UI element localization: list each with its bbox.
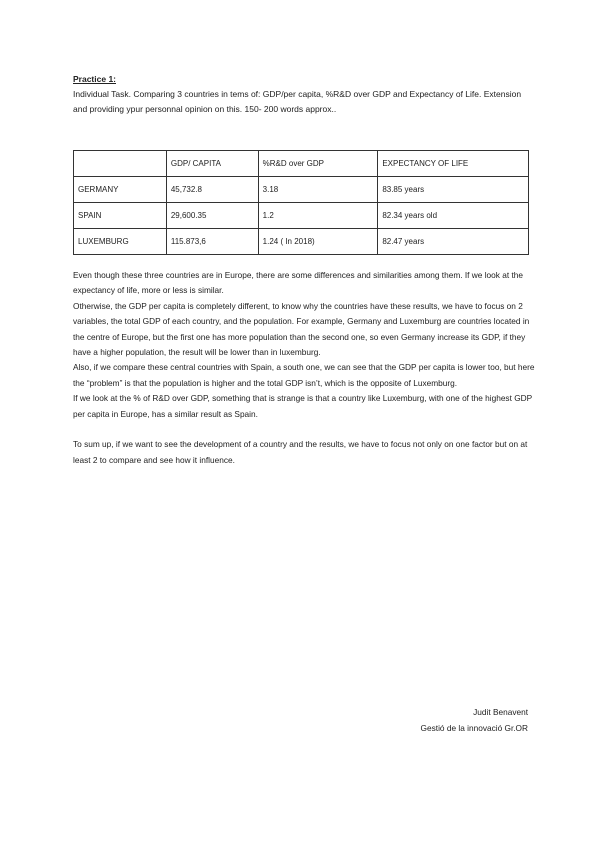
gdp-cell: 29,600.35 — [166, 203, 258, 229]
table-row — [74, 203, 529, 229]
paragraph-gdp-per-capita: Otherwise, the GDP per capita is completely different, to know why the countries have these results, we have to focus on 2 variables, the total GDP of each country, and the population. For example, Germany and Luxemburg are countries located in the centre of Europe, but the first one has more population than the second one, so even Germany increase its GDP, if they have a higher population, the result will be lower than in luxemburg. — [73, 300, 530, 358]
paragraph-rd-over-gdp: If we look at the % of R&D over GDP, something that is strange is that a country like Luxemburg, with one of the highest GDP per capita in Europe, has a similar result as Spain. — [73, 393, 533, 419]
table-row — [74, 177, 529, 203]
signature-block — [421, 704, 528, 736]
country-cell: GERMANY — [74, 177, 167, 203]
gdp-cell: 45,732.8 — [166, 177, 258, 203]
essay-body — [73, 268, 535, 468]
country-cell: LUXEMBURG — [74, 229, 167, 255]
paragraph-similarities: Even though these three countries are in Europe, there are some differences and similarities among them. If we look at the expectancy of life, more or less is similar. — [73, 270, 523, 296]
header-cell-gdp: GDP/ CAPITA — [166, 151, 258, 177]
life-cell: 82.47 years — [378, 229, 529, 255]
header-cell-rd: %R&D over GDP — [258, 151, 378, 177]
header-cell-empty — [74, 151, 167, 177]
task-intro: Individual Task. Comparing 3 countries in tems of: GDP/per capita, %R&D over GDP and Expectancy of Life. Extension and providing ypur personnal opinion on this. 150- 200 words approx.. — [73, 89, 522, 114]
table-row — [74, 229, 529, 255]
table-header-row — [74, 151, 529, 177]
comparison-table — [73, 150, 529, 255]
rd-cell: 1.2 — [258, 203, 378, 229]
rd-cell: 1.24 ( In 2018) — [258, 229, 378, 255]
practice-title: Practice 1: — [73, 74, 116, 84]
rd-cell: 3.18 — [258, 177, 378, 203]
life-cell: 82.34 years old — [378, 203, 529, 229]
gdp-cell: 115.873,6 — [166, 229, 258, 255]
paragraph-spain-comparison: Also, if we compare these central countries with Spain, a south one, we can see that the GDP per capita is lower too, but here the “problem” is that the population is higher and the total GDP isn’t, which is the opposite of Luxemburg. — [73, 362, 535, 388]
paragraph-conclusion: To sum up, if we want to see the development of a country and the results, we have to focus not only on one factor but on at least 2 to compare and see how it influence. — [73, 439, 528, 465]
life-cell: 83.85 years — [378, 177, 529, 203]
author-name: Judit Benavent — [473, 707, 528, 717]
country-cell: SPAIN — [74, 203, 167, 229]
course-group: Gestió de la innovació Gr.OR — [420, 723, 528, 733]
header-cell-life: EXPECTANCY OF LIFE — [378, 151, 529, 177]
